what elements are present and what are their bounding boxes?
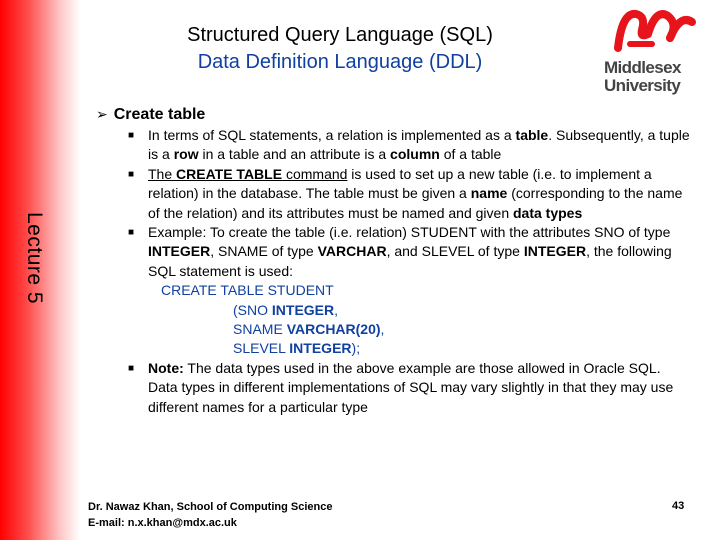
email-line: E-mail: n.x.khan@mdx.ac.uk	[88, 516, 237, 529]
sql-code-line-1: CREATE TABLE STUDENT	[161, 282, 334, 299]
page-number: 43	[672, 500, 685, 512]
logo-line-1: Middlesex	[604, 58, 681, 77]
lecture-label: Lecture 5	[23, 212, 46, 305]
bullet-item-4: ■ Note: The data types used in the above example are those allowed in Oracle SQL. Data types in different implementations of SQL may vary slightly in that they may use different names for a particular type	[128, 359, 674, 415]
square-bullet-icon: ■	[128, 227, 135, 239]
sql-code-line-2: (SNO INTEGER,	[233, 301, 339, 318]
logo-wordmark	[604, 59, 704, 95]
author-line: Dr. Nawaz Khan, School of Computing Science	[88, 501, 333, 513]
logo-mark-icon	[612, 4, 698, 56]
university-logo	[604, 4, 704, 104]
slide-title	[110, 22, 570, 76]
bullet-item-3: ■ Example: To create the table (i.e. relation) STUDENT with the attributes SNO of type INTEGER, SNAME of type VARCHAR, and SLEVEL of type INTEGER, the following SQL statement is used:	[128, 224, 672, 279]
logo-line-2: University	[604, 76, 681, 95]
square-bullet-icon: ■	[128, 362, 135, 374]
title-line-1: Structured Query Language (SQL)	[187, 24, 493, 46]
bullet-item-1: ■ In terms of SQL statements, a relation is implemented as a table. Subsequently, a tuple is a row in a table and an attribute is a column of a table	[128, 127, 690, 163]
square-bullet-icon: ■	[128, 130, 135, 141]
sql-code-line-3: SNAME VARCHAR(20),	[233, 321, 385, 338]
create-table-underlined: The CREATE TABLE command	[148, 165, 348, 182]
arrow-bullet-icon: ➢	[96, 106, 108, 122]
square-bullet-icon: ■	[128, 168, 135, 180]
sql-code-line-4: SLEVEL INTEGER);	[233, 340, 361, 357]
section-heading	[96, 106, 205, 124]
heading-text: Create table	[113, 106, 206, 123]
bullet-list	[128, 126, 694, 417]
title-line-2: Data Definition Language (DDL)	[197, 51, 483, 73]
bullet-item-2: ■ The CREATE TABLE command is used to set up a new table (i.e. to implement a relation) in the database. The table must be given a name (corresponding to the name of the relation) and its attributes must be named and given data types	[128, 165, 683, 221]
footer-author	[88, 500, 332, 531]
